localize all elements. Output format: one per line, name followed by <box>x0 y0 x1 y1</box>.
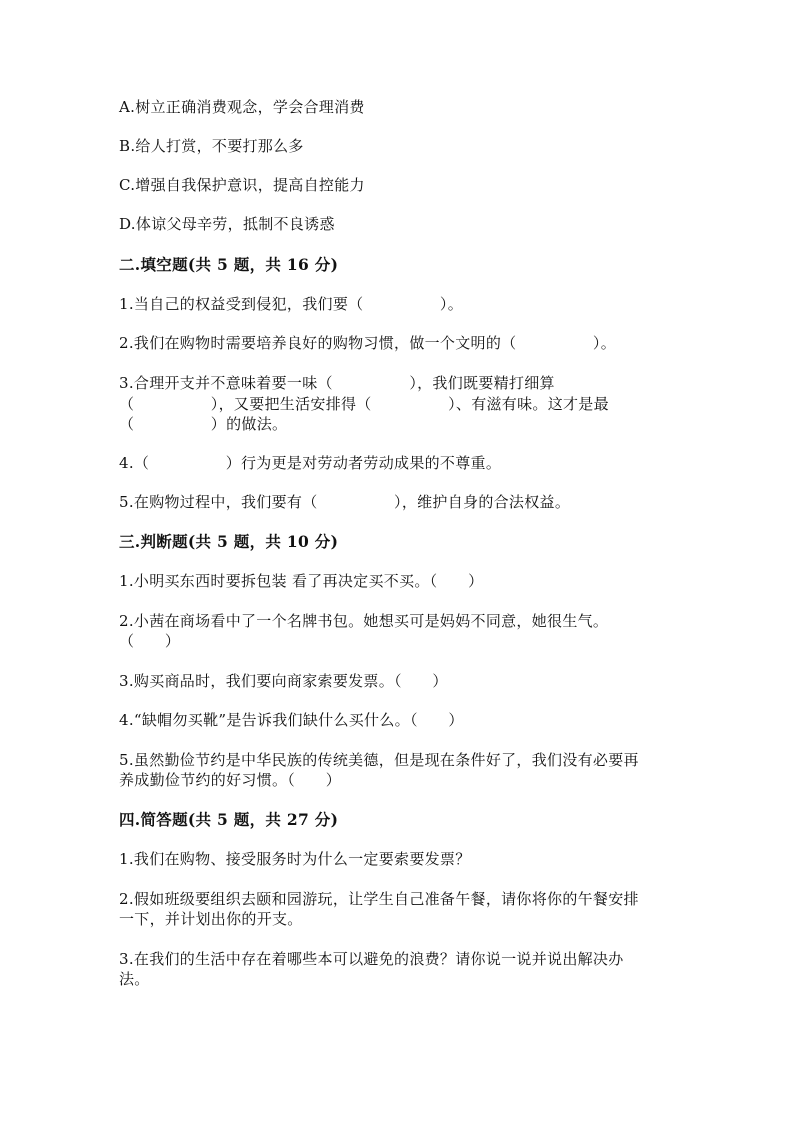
option-c: C.增强自我保护意识，提高自控能力 <box>119 176 365 194</box>
short-answer-question-3-line-1: 3.在我们的生活中存在着哪些本可以避免的浪费？请你说一说并说出解决办 <box>119 950 624 968</box>
true-false-question-5-line-1: 5.虽然勤俭节约是中华民族的传统美德，但是现在条件好了，我们没有必要再 <box>119 751 639 769</box>
short-answer-question-2-line-1: 2.假如班级要组织去颐和园游玩，让学生自己准备午餐，请你将你的午餐安排 <box>119 890 639 908</box>
true-false-question-3: 3.购买商品时，我们要向商家索要发票。（ ） <box>119 672 448 690</box>
option-b: B.给人打赏，不要打那么多 <box>119 137 304 155</box>
true-false-question-5-line-2: 养成勤俭节约的好习惯。（ ） <box>119 771 342 789</box>
fill-blank-question-4: 4.（ ）行为更是对劳动者劳动成果的不尊重。 <box>119 454 502 472</box>
fill-blank-question-1: 1.当自己的权益受到侵犯，我们要（ ）。 <box>119 295 464 313</box>
section-heading-fill-blank: 二.填空题(共 5 题，共 16 分) <box>119 255 339 274</box>
short-answer-question-2-line-2: 一下，并计划出你的开支。 <box>119 910 303 928</box>
option-d: D.体谅父母辛劳，抵制不良诱惑 <box>119 215 335 233</box>
true-false-question-4: 4.“缺帽勿买靴”是告诉我们缺什么买什么。（ ） <box>119 711 464 729</box>
short-answer-question-3-line-2: 法。 <box>119 970 150 988</box>
section-heading-true-false: 三.判断题(共 5 题，共 10 分) <box>119 532 339 551</box>
section-heading-short-answer: 四.简答题(共 5 题，共 27 分) <box>119 810 339 829</box>
fill-blank-question-3-line-2: （ ），又要把生活安排得（ ）、有滋有味。这才是最 <box>119 395 609 413</box>
true-false-question-2-line-2: （ ） <box>119 632 181 650</box>
short-answer-question-1: 1.我们在购物、接受服务时为什么一定要索要发票？ <box>119 850 471 868</box>
true-false-question-1: 1.小明买东西时要拆包装 看了再决定买不买。（ ） <box>119 572 484 590</box>
true-false-question-2-line-1: 2.小茜在商场看中了一个名牌书包。她想买可是妈妈不同意，她很生气。 <box>119 612 609 630</box>
option-a: A.树立正确消费观念，学会合理消费 <box>119 98 365 116</box>
fill-blank-question-3-line-3: （ ）的做法。 <box>119 415 288 433</box>
fill-blank-question-2: 2.我们在购物时需要培养良好的购物习惯，做一个文明的（ ）。 <box>119 334 617 352</box>
fill-blank-question-5: 5.在购物过程中，我们要有（ ），维护自身的合法权益。 <box>119 493 571 511</box>
fill-blank-question-3-line-1: 3.合理开支并不意味着要一味（ ），我们既要精打细算 <box>119 374 555 392</box>
